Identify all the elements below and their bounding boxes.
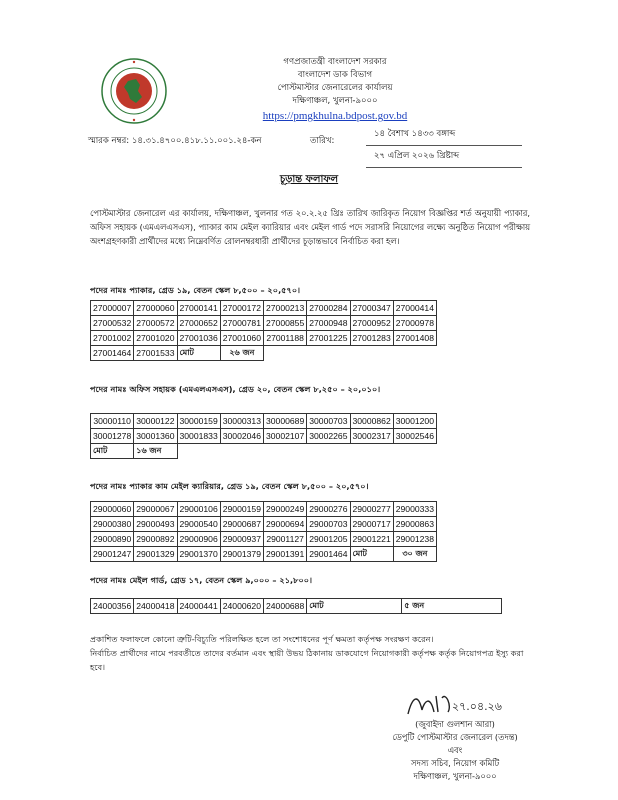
roll-cell: 30001278	[91, 429, 134, 444]
roll-cell: 30001360	[134, 429, 177, 444]
roll-cell: 30000703	[307, 414, 350, 429]
table-row	[91, 444, 437, 459]
roll-cell: 30001833	[177, 429, 220, 444]
roll-cell: 30000159	[177, 414, 220, 429]
roll-cell: 27001188	[264, 331, 307, 346]
roll-cell: 30002265	[307, 429, 350, 444]
header-govt: গণপ্রজাতন্ত্রী বাংলাদেশ সরকার	[283, 57, 387, 67]
roll-cell: 27000978	[393, 316, 436, 331]
roll-cell: 27001060	[220, 331, 263, 346]
roll-cell: 27000347	[350, 301, 393, 316]
roll-cell: 27000532	[91, 316, 134, 331]
header-dept: বাংলাদেশ ডাক বিভাগ	[297, 70, 373, 80]
roll-cell: 29001205	[307, 532, 350, 547]
table-row	[91, 316, 437, 331]
header-office: পোস্টমাস্টার জেনারেলের কার্যালয়	[277, 83, 393, 93]
roll-cell: 30002107	[264, 429, 307, 444]
roll-cell: 29000892	[134, 532, 177, 547]
roll-cell: 29001464	[307, 547, 350, 562]
roll-table-office-assistant	[90, 413, 437, 459]
roll-cell: 30002317	[350, 429, 393, 444]
signature-date: ২৭.০৪.২৬	[452, 700, 502, 713]
page-title: চূড়ান্ত ফলাফল	[279, 174, 339, 185]
roll-cell: 24000418	[134, 599, 177, 614]
roll-cell: 29000276	[307, 502, 350, 517]
header-location: দক্ষিণাঞ্চল, খুলনা-৯০০০	[292, 96, 378, 106]
roll-cell: 29001247	[91, 547, 134, 562]
roll-cell: 29000937	[220, 532, 263, 547]
roll-cell: 27000855	[264, 316, 307, 331]
office-header	[200, 56, 470, 123]
roll-cell: 29000863	[393, 517, 436, 532]
roll-cell: 29000380	[91, 517, 134, 532]
signatory-designation: ডেপুটি পোস্টমাস্টার জেনারেল (তদন্ত)	[392, 732, 518, 742]
roll-cell: 27000572	[134, 316, 177, 331]
table-row	[91, 517, 437, 532]
post-heading-packer: পদের নামঃ প্যাকার, গ্রেড ১৯, বেতন স্কেল ৮,৫০০ – ২০,৫৭০।	[90, 285, 301, 295]
roll-cell: 29000687	[220, 517, 263, 532]
roll-cell: 29000249	[264, 502, 307, 517]
footer-note	[90, 632, 530, 674]
footer-note-line2: নির্বাচিত প্রার্থীদের নামে পরবর্তীতে তাদের বর্তমান এবং স্থায়ী উভয় ঠিকানায় ডাকযোগে নিয়োগকারী কর্তৃপক্ষ কর্তৃক নিয়োগপত্র ইস্যু করা হবে।	[90, 648, 524, 672]
post-heading-packer-mail-carrier: পদের নামঃ প্যাকার কাম মেইল ক্যারিয়ার, গ্রেড ১৯, বেতন স্কেল ৮,৫০০ – ২০,৫৭০।	[90, 481, 369, 491]
roll-cell: 30002046	[220, 429, 263, 444]
roll-cell: 29000703	[307, 517, 350, 532]
roll-cell: 27000948	[307, 316, 350, 331]
footer-note-line1: প্রকাশিত ফলাফলে কোনো ত্রুটি-বিচ্যুতি পরিলক্ষিত হলে তা সংশোধনের পূর্ণ ক্ষমতা কর্তৃপক্ষ সংরক্ষণ করেন।	[90, 634, 434, 644]
roll-cell: 24000356	[91, 599, 134, 614]
table-row	[91, 547, 437, 562]
total-label: মোট	[91, 444, 134, 459]
roll-cell: 29000060	[91, 502, 134, 517]
table-row	[91, 346, 437, 361]
roll-cell: 29001238	[393, 532, 436, 547]
table-row	[91, 532, 437, 547]
roll-cell: 29000717	[350, 517, 393, 532]
roll-cell: 30000689	[264, 414, 307, 429]
roll-cell: 24000441	[177, 599, 220, 614]
roll-cell: 29000493	[134, 517, 177, 532]
roll-cell: 27001283	[350, 331, 393, 346]
total-label: মোট	[350, 547, 393, 562]
roll-cell: 30002546	[393, 429, 436, 444]
roll-cell: 27000652	[177, 316, 220, 331]
roll-cell: 27001408	[393, 331, 436, 346]
total-label: মোট	[177, 346, 220, 361]
roll-table-mail-guard	[90, 598, 502, 614]
roll-cell: 27001020	[134, 331, 177, 346]
roll-cell: 27000172	[220, 301, 263, 316]
roll-cell: 29001370	[177, 547, 220, 562]
roll-cell: 27001002	[91, 331, 134, 346]
roll-cell: 29000106	[177, 502, 220, 517]
table-row	[91, 331, 437, 346]
roll-cell: 29000890	[91, 532, 134, 547]
roll-cell: 29001221	[350, 532, 393, 547]
roll-cell: 29000159	[220, 502, 263, 517]
signatory-role: সদস্য সচিব, নিয়োগ কমিটি	[410, 758, 500, 768]
roll-cell: 29000694	[264, 517, 307, 532]
roll-cell: 29001127	[264, 532, 307, 547]
roll-cell: 30000313	[220, 414, 263, 429]
roll-cell: 29000277	[350, 502, 393, 517]
roll-cell: 29001379	[220, 547, 263, 562]
table-row	[91, 502, 437, 517]
roll-cell: 27000781	[220, 316, 263, 331]
post-heading-mail-guard: পদের নামঃ মেইল গার্ড, গ্রেড ১৭, বেতন স্কেল ৯,০০০ – ২১,৮০০।	[90, 575, 313, 585]
roll-cell: 27000007	[91, 301, 134, 316]
table-row	[91, 301, 437, 316]
roll-cell: 30000862	[350, 414, 393, 429]
date-english: ২৭ এপ্রিল ২০২৬ খ্রিষ্টাব্দ	[366, 146, 522, 168]
signatory-place: দক্ষিণাঞ্চল, খুলনা-৯০০০	[413, 771, 497, 781]
total-count: ১৬ জন	[134, 444, 177, 459]
roll-table-packer	[90, 300, 437, 361]
date-bangla: ১৪ বৈশাখ ১৪৩৩ বঙ্গাব্দ	[366, 124, 522, 146]
roll-cell: 30000122	[134, 414, 177, 429]
post-heading-office-assistant: পদের নামঃ অফিস সহায়ক (এমএলএসএস), গ্রেড ২০, বেতন স্কেল ৮,২৫০ – ২০,০১০।	[90, 384, 381, 394]
total-count: ৫ জন	[402, 599, 502, 614]
total-count: ৩০ জন	[393, 547, 436, 562]
date-label: তারিখ:	[310, 136, 335, 146]
roll-cell: 27001225	[307, 331, 350, 346]
table-row	[91, 429, 437, 444]
total-count: ২৬ জন	[220, 346, 263, 361]
total-label: মোট	[307, 599, 402, 614]
table-row	[91, 414, 437, 429]
intro-paragraph: পোস্টমাস্টার জেনারেল এর কার্যালয়, দক্ষিণাঞ্চল, খুলনার গত ২০.২.২৫ খ্রিঃ তারিখ জারিকৃত নিয়োগ বিজ্ঞপ্তির শর্ত অনুযায়ী প্যাকার, অফিস সহায়ক (এমএলএসএস), প্যাকার কাম মেইল ক্যারিয়ার এবং মেইল গার্ড পদে সরাসরি নিয়োগের লক্ষ্যে অনুষ্ঠিত নিয়োগ পরীক্ষায় অংশগ্রহণকারী প্রার্থীদের মধ্যে নিম্নেবর্ণিত রোলনম্বরধারী প্রার্থীদের চূড়ান্তভাবে নির্বাচিত করা হল।	[90, 208, 530, 246]
roll-cell: 30000110	[91, 414, 134, 429]
roll-cell: 27000060	[134, 301, 177, 316]
roll-cell: 27000952	[350, 316, 393, 331]
roll-cell: 24000688	[264, 599, 307, 614]
roll-cell: 27001533	[134, 346, 177, 361]
roll-cell: 29000067	[134, 502, 177, 517]
roll-cell: 29001329	[134, 547, 177, 562]
bangladesh-post-seal-icon	[100, 57, 168, 125]
roll-table-packer-mail-carrier	[90, 501, 437, 562]
roll-cell: 29001391	[264, 547, 307, 562]
signature-icon	[390, 688, 550, 718]
roll-cell: 27001464	[91, 346, 134, 361]
signatory-name: (জুবাইদা গুলশান আরা)	[415, 719, 495, 729]
memo-number: স্মারক নম্বর: ১৪.৩১.৪৭০০.৪১৮.১১.০০১.২৪-কন	[88, 136, 262, 146]
roll-cell: 29000906	[177, 532, 220, 547]
roll-cell: 27000141	[177, 301, 220, 316]
date-box	[366, 124, 522, 168]
roll-cell: 29000333	[393, 502, 436, 517]
roll-cell: 27001036	[177, 331, 220, 346]
signatory-block	[370, 718, 540, 783]
roll-cell: 27000284	[307, 301, 350, 316]
roll-cell: 30001200	[393, 414, 436, 429]
table-row	[91, 599, 502, 614]
website-link[interactable]: https://pmgkhulna.bdpost.gov.bd	[262, 110, 408, 122]
roll-cell: 29000540	[177, 517, 220, 532]
roll-cell: 27000414	[393, 301, 436, 316]
signatory-conjunction: এবং	[447, 745, 463, 755]
roll-cell: 24000620	[220, 599, 263, 614]
roll-cell: 27000213	[264, 301, 307, 316]
